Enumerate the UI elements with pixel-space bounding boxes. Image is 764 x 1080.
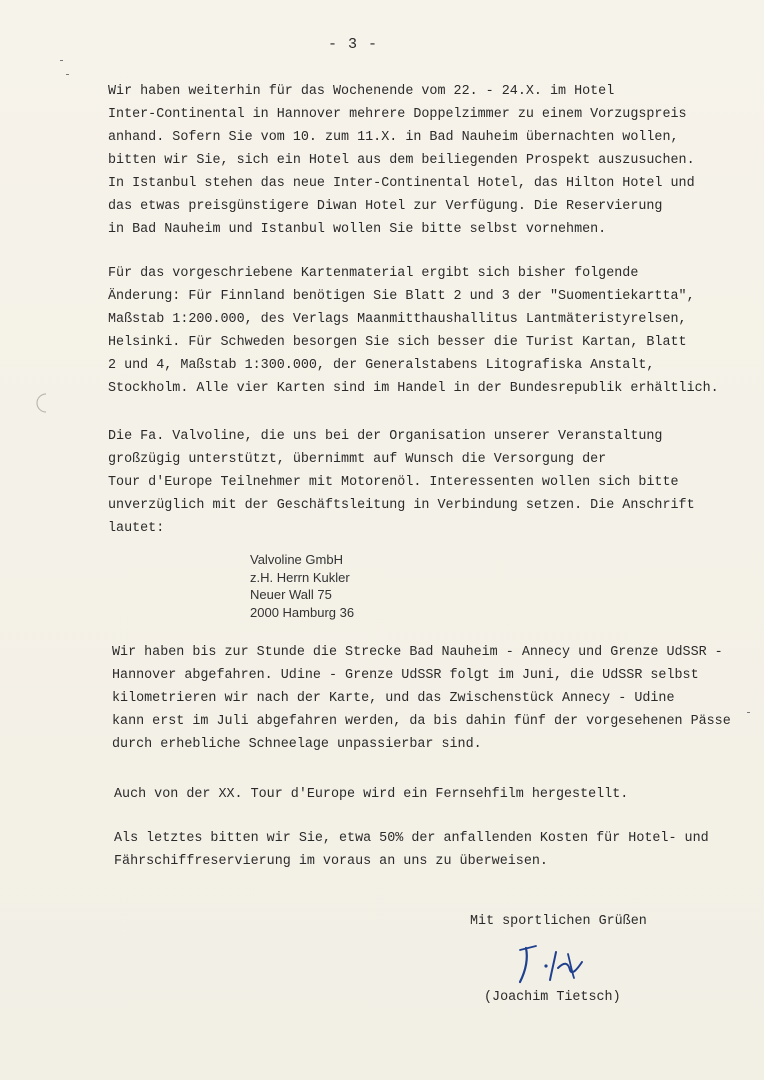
text-line: lautet: <box>108 521 165 536</box>
text-line: Inter-Continental in Hannover mehrere Doppelzimmer zu einem Vorzugspreis <box>108 107 687 122</box>
paragraph-hotel-reservation <box>108 80 718 241</box>
text-line: Für das vorgeschriebene Kartenmaterial ergibt sich bisher folgende <box>108 266 639 281</box>
paragraph-payment <box>114 827 724 873</box>
text-line: das etwas preisgünstigere Diwan Hotel zur Verfügung. Die Reservierung <box>108 199 663 214</box>
signer-name: (Joachim Tietsch) <box>484 990 621 1005</box>
paragraph-sponsor <box>108 425 718 540</box>
text-line: Tour d'Europe Teilnehmer mit Motorenöl. Interessenten wollen sich bitte <box>108 475 679 490</box>
text-line: Die Fa. Valvoline, die uns bei der Organisation unserer Veranstaltung <box>108 429 663 444</box>
text-line: großzügig unterstützt, übernimmt auf Wunsch die Versorgung der <box>108 452 607 467</box>
address-line: z.H. Herrn Kukler <box>250 569 350 585</box>
closing-greeting: Mit sportlichen Grüßen <box>470 914 647 929</box>
paragraph-route-status <box>112 641 731 756</box>
margin-mark <box>66 74 69 75</box>
text-line: Fährschiffreservierung im voraus an uns zu überweisen. <box>114 854 548 869</box>
text-line: Maßstab 1:200.000, des Verlags Maanmitthaushallitus Lantmäteristyrelsen, <box>108 312 687 327</box>
handwritten-signature <box>512 940 592 990</box>
text-line: unverzüglich mit der Geschäftsleitung in Verbindung setzen. Die Anschrift <box>108 498 695 513</box>
text-line: Als letztes bitten wir Sie, etwa 50% der anfallenden Kosten für Hotel- und <box>114 831 709 846</box>
text-line: in Bad Nauheim und Istanbul wollen Sie bitte selbst vornehmen. <box>108 222 607 237</box>
margin-mark <box>747 712 750 713</box>
text-line: 2 und 4, Maßstab 1:300.000, der Generalstabens Litografiska Anstalt, <box>108 358 655 373</box>
text-line: Auch von der XX. Tour d'Europe wird ein Fernsehfilm hergestellt. <box>114 787 629 802</box>
text-line: Helsinki. Für Schweden besorgen Sie sich besser die Turist Kartan, Blatt <box>108 335 687 350</box>
text-line: In Istanbul stehen das neue Inter-Continental Hotel, das Hilton Hotel und <box>108 176 695 191</box>
text-line: durch erhebliche Schneelage unpassierbar sind. <box>112 737 482 752</box>
text-line: bitten wir Sie, sich ein Hotel aus dem beiliegenden Prospekt auszusuchen. <box>108 153 695 168</box>
address-line: Neuer Wall 75 <box>250 587 332 602</box>
address-line: 2000 Hamburg 36 <box>250 604 355 620</box>
text-line: kilometrieren wir nach der Karte, und das Zwischenstück Annecy - Udine <box>112 691 675 706</box>
paragraph-maps <box>108 262 718 400</box>
text-line: Änderung: Für Finnland benötigen Sie Blatt 2 und 3 der "Suomentiekartta", <box>108 289 695 304</box>
text-line: anhand. Sofern Sie vom 10. zum 11.X. in Bad Nauheim übernachten wollen, <box>108 130 679 145</box>
text-line: kann erst im Juli abgefahren werden, da bis dahin fünf der vorgesehenen Pässe <box>112 714 731 729</box>
text-line: Hannover abgefahren. Udine - Grenze UdSSR folgt im Juni, die UdSSR selbst <box>112 668 699 683</box>
punch-hole-mark <box>34 392 56 414</box>
paragraph-tv-film <box>114 783 724 806</box>
text-line: Wir haben bis zur Stunde die Strecke Bad Nauheim - Annecy und Grenze UdSSR - <box>112 645 723 660</box>
margin-mark <box>60 60 63 61</box>
text-line: Stockholm. Alle vier Karten sind im Handel in der Bundesrepublik erhältlich. <box>108 381 719 396</box>
page-number: - 3 - <box>328 36 379 53</box>
address-line: Valvoline GmbH <box>250 552 343 567</box>
sponsor-address <box>250 551 354 621</box>
text-line: Wir haben weiterhin für das Wochenende vom 22. - 24.X. im Hotel <box>108 84 615 99</box>
